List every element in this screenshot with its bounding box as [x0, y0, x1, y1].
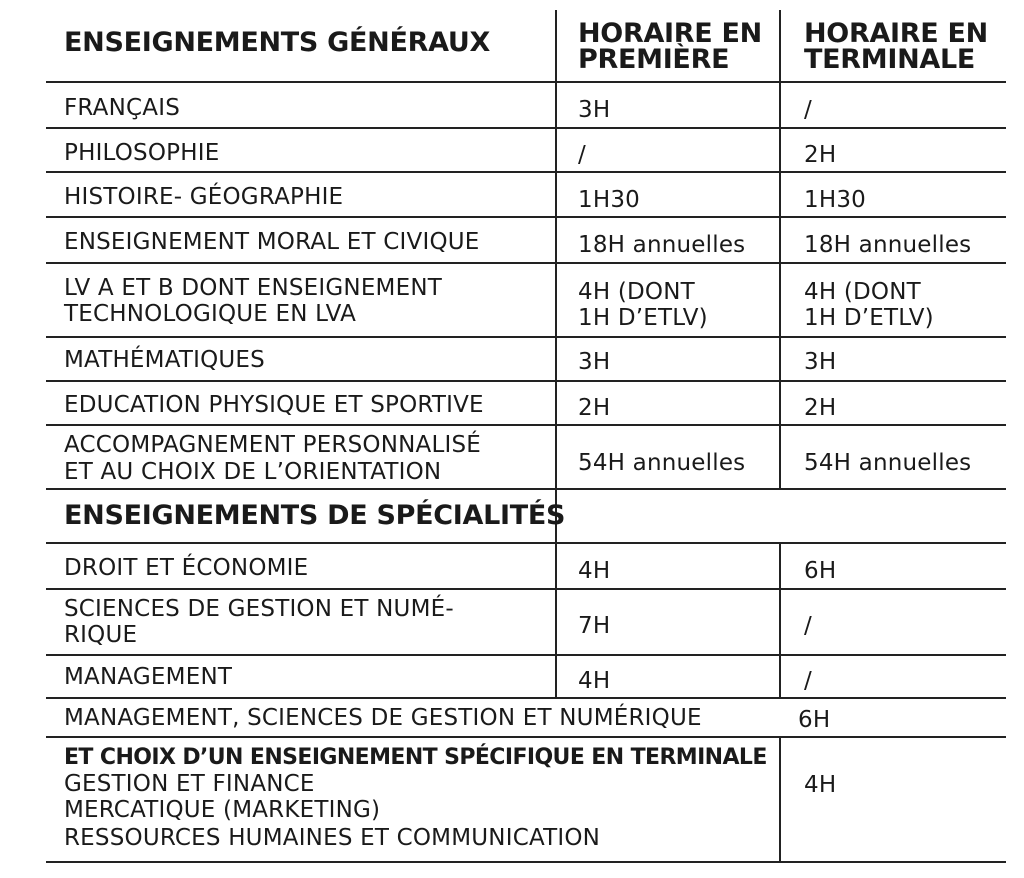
terminale-cell: 1H30 [804, 187, 866, 213]
terminale-cell: 6H [798, 707, 831, 733]
row-divider [46, 654, 1006, 656]
premiere-cell: 1H30 [578, 187, 640, 213]
specialites-title: ENSEIGNEMENTS DE SPÉCIALITÉS [64, 500, 566, 531]
row-divider [46, 216, 1006, 218]
row-divider [46, 262, 1006, 264]
subject-cell-line2: RIQUE [64, 622, 138, 648]
header-terminale-line2: TERMINALE [804, 44, 976, 75]
row-divider [46, 697, 1006, 699]
subject-cell: MATHÉMATIQUES [64, 347, 265, 373]
row-divider [46, 171, 1006, 173]
premiere-cell: / [578, 142, 586, 168]
subject-cell-line1: SCIENCES DE GESTION ET NUMÉ- [64, 596, 454, 622]
choix-option: RESSOURCES HUMAINES ET COMMUNICATION [64, 825, 601, 851]
terminale-cell: 6H [804, 558, 837, 584]
row-divider [46, 736, 1006, 738]
subject-cell: DROIT ET ÉCONOMIE [64, 555, 309, 581]
column-divider [779, 736, 781, 862]
premiere-cell: 3H [578, 349, 611, 375]
premiere-cell: 7H [578, 613, 611, 639]
subject-cell-line2: TECHNOLOGIQUE EN LVA [64, 301, 357, 327]
premiere-cell: 54H annuelles [578, 450, 746, 476]
row-divider [46, 861, 1006, 863]
subject-cell-line2: ET AU CHOIX DE L’ORIENTATION [64, 459, 442, 485]
row-divider [46, 380, 1006, 382]
premiere-cell: 2H [578, 395, 611, 421]
header-subjects: ENSEIGNEMENTS GÉNÉRAUX [64, 27, 490, 58]
premiere-cell: 4H [578, 558, 611, 584]
subject-cell-line1: ACCOMPAGNEMENT PERSONNALISÉ [64, 432, 481, 458]
premiere-cell: 4H [578, 668, 611, 694]
subject-cell: MANAGEMENT [64, 664, 233, 690]
header-terminale-line1: HORAIRE EN [804, 18, 988, 49]
subject-cell: MANAGEMENT, SCIENCES DE GESTION ET NUMÉRIQUE [64, 705, 702, 731]
column-divider [555, 10, 557, 698]
subject-cell-line1: LV A ET B DONT ENSEIGNEMENT [64, 275, 442, 301]
premiere-cell-line1: 4H (DONT [578, 279, 695, 305]
terminale-cell-line1: 4H (DONT [804, 279, 921, 305]
choix-option: MERCATIQUE (MARKETING) [64, 797, 381, 823]
subject-cell: HISTOIRE- GÉOGRAPHIE [64, 184, 344, 210]
subject-cell: FRANÇAIS [64, 95, 180, 121]
row-divider [46, 81, 1006, 83]
subject-cell: ENSEIGNEMENT MORAL ET CIVIQUE [64, 229, 480, 255]
header-premiere-line2: PREMIÈRE [578, 44, 730, 75]
row-divider [46, 488, 1006, 490]
row-divider [46, 424, 1006, 426]
terminale-cell: / [804, 97, 812, 123]
terminale-cell: 18H annuelles [804, 232, 972, 258]
column-divider [779, 10, 781, 488]
choix-title: ET CHOIX D’UN ENSEIGNEMENT SPÉCIFIQUE EN TERMINALE [64, 745, 767, 770]
terminale-cell: 2H [804, 395, 837, 421]
terminale-cell: 54H annuelles [804, 450, 972, 476]
header-premiere-line1: HORAIRE EN [578, 18, 762, 49]
terminale-cell-line2: 1H D’ETLV) [804, 305, 934, 331]
terminale-cell: / [804, 668, 812, 694]
row-divider [46, 588, 1006, 590]
premiere-cell: 3H [578, 97, 611, 123]
choix-option: GESTION ET FINANCE [64, 771, 315, 797]
terminale-cell: 3H [804, 349, 837, 375]
row-divider [46, 127, 1006, 129]
premiere-cell-line2: 1H D’ETLV) [578, 305, 708, 331]
row-divider [46, 336, 1006, 338]
column-divider [779, 542, 781, 698]
subject-cell: EDUCATION PHYSIQUE ET SPORTIVE [64, 392, 484, 418]
premiere-cell: 18H annuelles [578, 232, 746, 258]
terminale-cell: / [804, 613, 812, 639]
row-divider [46, 542, 1006, 544]
terminale-cell: 4H [804, 772, 837, 798]
terminale-cell: 2H [804, 142, 837, 168]
subject-cell: PHILOSOPHIE [64, 140, 220, 166]
